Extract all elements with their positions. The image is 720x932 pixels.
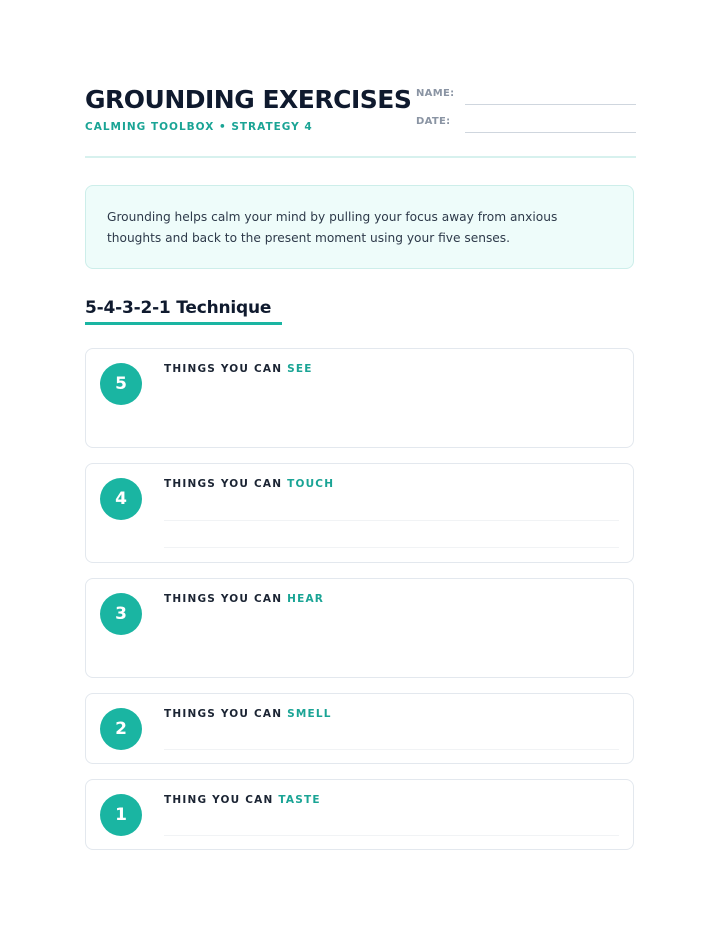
step-label-sense: TASTE: [278, 794, 321, 806]
step-label: [164, 708, 332, 720]
intro-box: [85, 185, 634, 269]
step-number-badge: 1: [100, 794, 142, 836]
step-card-touch[interactable]: [85, 463, 634, 563]
step-label-sense: HEAR: [287, 593, 325, 605]
step-label-sense: SEE: [287, 363, 313, 375]
write-line[interactable]: [164, 547, 619, 548]
step-label-prefix: THINGS YOU CAN: [164, 363, 288, 375]
step-label-prefix: THING YOU CAN: [164, 794, 279, 806]
write-line[interactable]: [164, 520, 619, 521]
date-field[interactable]: [416, 116, 636, 136]
step-card-smell[interactable]: [85, 693, 634, 764]
page-title: GROUNDING EXERCISES: [85, 85, 412, 114]
date-write-line[interactable]: [465, 132, 636, 133]
step-label-prefix: THINGS YOU CAN: [164, 593, 288, 605]
write-line[interactable]: [164, 749, 619, 750]
step-label: [164, 363, 313, 375]
step-label: [164, 593, 324, 605]
name-label: NAME:: [416, 88, 455, 99]
step-label-prefix: THINGS YOU CAN: [164, 478, 288, 490]
step-number-badge: 4: [100, 478, 142, 520]
step-label: [164, 794, 321, 806]
name-write-line[interactable]: [465, 104, 636, 105]
step-label-sense: SMELL: [287, 708, 332, 720]
step-card-see[interactable]: [85, 348, 634, 448]
step-label: [164, 478, 334, 490]
section-title: 5-4-3-2-1 Technique: [85, 298, 272, 318]
step-label-sense: TOUCH: [287, 478, 335, 490]
step-number-badge: 2: [100, 708, 142, 750]
step-number-badge: 5: [100, 363, 142, 405]
step-card-hear[interactable]: [85, 578, 634, 678]
write-line[interactable]: [164, 835, 619, 836]
worksheet-header: [85, 84, 636, 158]
page-subtitle: CALMING TOOLBOX • STRATEGY 4: [85, 121, 313, 133]
name-field[interactable]: [416, 88, 636, 108]
intro-text: Grounding helps calm your mind by pulling your focus away from anxious thoughts and back to the present moment using your five senses.: [107, 210, 558, 245]
step-label-prefix: THINGS YOU CAN: [164, 708, 288, 720]
step-number-badge: 3: [100, 593, 142, 635]
step-card-taste[interactable]: [85, 779, 634, 850]
date-label: DATE:: [416, 116, 451, 127]
section-underline: [85, 322, 282, 325]
